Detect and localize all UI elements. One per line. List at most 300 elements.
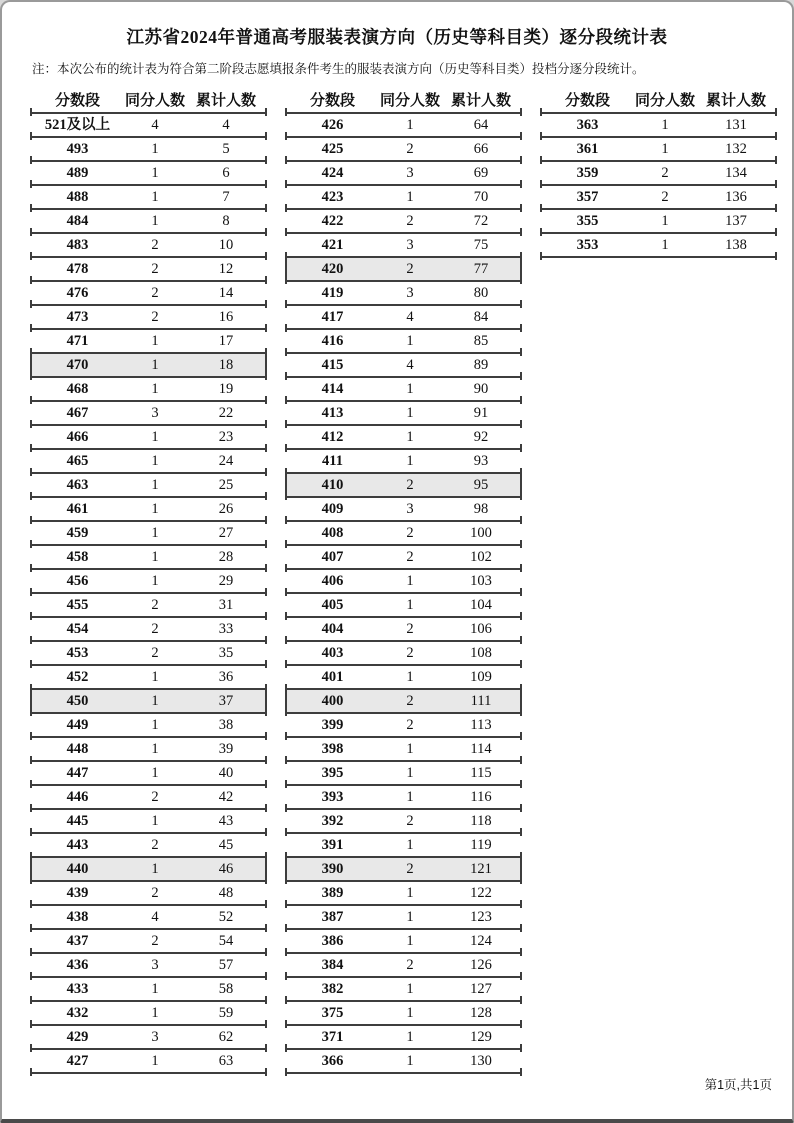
same-score-count-cell: 4 <box>151 909 159 925</box>
table-row <box>30 858 267 882</box>
cumulative-count-cell: 136 <box>725 189 747 205</box>
table-row <box>540 186 777 210</box>
score-cell: 387 <box>321 909 344 925</box>
table-row <box>285 330 522 354</box>
table-row <box>30 810 267 834</box>
score-cell: 359 <box>576 165 599 181</box>
same-score-count-cell: 1 <box>151 981 159 997</box>
note-text: 注：本次公布的统计表为符合第二阶段志愿填报条件考生的服装表演方向（历史等科目类）投档分逐分段统计。 <box>32 62 645 76</box>
cumulative-count-cell: 124 <box>470 933 492 949</box>
cumulative-count-cell: 33 <box>218 621 234 637</box>
same-score-count-cell: 1 <box>151 1005 159 1021</box>
same-score-count-cell: 1 <box>406 453 414 469</box>
score-cell: 371 <box>321 1029 344 1045</box>
same-score-count-cell: 2 <box>151 789 159 805</box>
same-score-count-cell: 1 <box>151 141 159 157</box>
same-score-count-cell: 2 <box>406 645 414 661</box>
cumulative-count-cell: 130 <box>470 1053 492 1069</box>
table-row <box>30 954 267 978</box>
score-cell: 389 <box>321 885 344 901</box>
same-score-count-cell: 2 <box>151 837 159 853</box>
score-cell: 382 <box>321 981 344 997</box>
table-row <box>30 426 267 450</box>
same-score-count-cell: 1 <box>406 405 414 421</box>
table-row <box>30 1002 267 1026</box>
table-row <box>540 114 777 138</box>
score-table-column-3 <box>540 90 777 258</box>
same-score-count-cell: 1 <box>151 669 159 685</box>
score-cell: 440 <box>66 861 89 877</box>
score-cell: 488 <box>66 189 89 205</box>
score-cell: 366 <box>321 1053 344 1069</box>
cumulative-count-cell: 104 <box>470 597 492 613</box>
cumulative-count-cell: 4 <box>222 117 230 133</box>
same-score-count-cell: 1 <box>151 765 159 781</box>
same-score-count-cell: 2 <box>151 933 159 949</box>
table-row <box>30 834 267 858</box>
cumulative-count-cell: 14 <box>218 285 234 301</box>
same-score-count-cell: 2 <box>406 525 414 541</box>
cumulative-count-cell: 66 <box>473 141 489 157</box>
table-row <box>30 594 267 618</box>
same-score-count-cell: 1 <box>406 933 414 949</box>
score-cell: 392 <box>321 813 344 829</box>
header-score-band: 分数段 <box>564 93 610 109</box>
same-score-count-cell: 1 <box>406 1029 414 1045</box>
same-score-count-cell: 3 <box>406 285 414 301</box>
table-row <box>285 738 522 762</box>
table-header-row <box>30 90 267 114</box>
same-score-count-cell: 1 <box>406 981 414 997</box>
header-same-score-count: 同分人数 <box>125 93 186 109</box>
score-cell: 355 <box>576 213 599 229</box>
score-cell: 393 <box>321 789 344 805</box>
table-row <box>285 402 522 426</box>
cumulative-count-cell: 25 <box>218 477 234 493</box>
table-row <box>285 642 522 666</box>
cumulative-count-cell: 138 <box>725 237 747 253</box>
cumulative-count-cell: 48 <box>218 885 234 901</box>
score-cell: 424 <box>321 165 344 181</box>
table-row <box>30 138 267 162</box>
same-score-count-cell: 1 <box>151 213 159 229</box>
score-cell: 421 <box>321 237 344 253</box>
table-row <box>285 570 522 594</box>
cumulative-count-cell: 129 <box>470 1029 492 1045</box>
score-cell: 412 <box>321 429 344 445</box>
cumulative-count-cell: 12 <box>218 261 234 277</box>
table-row <box>30 786 267 810</box>
score-cell: 425 <box>321 141 344 157</box>
table-row <box>285 690 522 714</box>
same-score-count-cell: 2 <box>151 285 159 301</box>
table-row <box>30 642 267 666</box>
cumulative-count-cell: 111 <box>470 693 492 709</box>
same-score-count-cell: 2 <box>661 165 669 181</box>
cumulative-count-cell: 22 <box>218 405 234 421</box>
same-score-count-cell: 2 <box>151 885 159 901</box>
same-score-count-cell: 1 <box>151 573 159 589</box>
same-score-count-cell: 1 <box>661 213 669 229</box>
cumulative-count-cell: 137 <box>725 213 747 229</box>
same-score-count-cell: 1 <box>406 669 414 685</box>
same-score-count-cell: 4 <box>406 357 414 373</box>
table-row <box>540 210 777 234</box>
same-score-count-cell: 1 <box>151 813 159 829</box>
score-cell: 463 <box>66 477 89 493</box>
table-row <box>285 450 522 474</box>
score-cell: 405 <box>321 597 344 613</box>
table-row <box>285 834 522 858</box>
same-score-count-cell: 1 <box>406 189 414 205</box>
cumulative-count-cell: 27 <box>218 525 234 541</box>
score-cell: 493 <box>66 141 89 157</box>
same-score-count-cell: 1 <box>406 837 414 853</box>
table-row <box>285 306 522 330</box>
cumulative-count-cell: 119 <box>470 837 492 853</box>
table-row <box>30 690 267 714</box>
score-cell: 446 <box>66 789 89 805</box>
table-row <box>285 1050 522 1074</box>
same-score-count-cell: 1 <box>406 789 414 805</box>
score-cell: 417 <box>321 309 344 325</box>
cumulative-count-cell: 58 <box>218 981 234 997</box>
score-cell: 448 <box>66 741 89 757</box>
table-row <box>30 978 267 1002</box>
table-row <box>285 666 522 690</box>
table-row <box>30 330 267 354</box>
table-row <box>30 234 267 258</box>
cumulative-count-cell: 40 <box>218 765 234 781</box>
score-cell: 419 <box>321 285 344 301</box>
score-cell: 357 <box>576 189 599 205</box>
score-cell: 443 <box>66 837 89 853</box>
header-same-score-count: 同分人数 <box>635 93 696 109</box>
cumulative-count-cell: 102 <box>470 549 492 565</box>
same-score-count-cell: 4 <box>151 117 159 133</box>
cumulative-count-cell: 116 <box>470 789 492 805</box>
same-score-count-cell: 1 <box>406 885 414 901</box>
same-score-count-cell: 1 <box>406 333 414 349</box>
score-cell: 521及以上 <box>44 117 111 133</box>
cumulative-count-cell: 122 <box>470 885 492 901</box>
table-row <box>30 738 267 762</box>
same-score-count-cell: 2 <box>406 861 414 877</box>
cumulative-count-cell: 134 <box>725 165 747 181</box>
cumulative-count-cell: 23 <box>218 429 234 445</box>
same-score-count-cell: 1 <box>151 693 159 709</box>
cumulative-count-cell: 59 <box>218 1005 234 1021</box>
cumulative-count-cell: 80 <box>473 285 489 301</box>
table-row <box>30 618 267 642</box>
same-score-count-cell: 1 <box>406 765 414 781</box>
same-score-count-cell: 2 <box>406 477 414 493</box>
cumulative-count-cell: 132 <box>725 141 747 157</box>
same-score-count-cell: 1 <box>151 189 159 205</box>
same-score-count-cell: 2 <box>151 621 159 637</box>
same-score-count-cell: 1 <box>151 861 159 877</box>
cumulative-count-cell: 57 <box>218 957 234 973</box>
score-cell: 471 <box>66 333 89 349</box>
same-score-count-cell: 2 <box>406 621 414 637</box>
table-row <box>540 234 777 258</box>
score-cell: 470 <box>66 357 89 373</box>
same-score-count-cell: 1 <box>151 717 159 733</box>
score-cell: 401 <box>321 669 344 685</box>
cumulative-count-cell: 16 <box>218 309 234 325</box>
table-row <box>30 570 267 594</box>
score-cell: 437 <box>66 933 89 949</box>
table-row <box>285 474 522 498</box>
cumulative-count-cell: 118 <box>470 813 492 829</box>
score-cell: 452 <box>66 669 89 685</box>
same-score-count-cell: 2 <box>406 693 414 709</box>
same-score-count-cell: 1 <box>151 333 159 349</box>
score-cell: 361 <box>576 141 599 157</box>
table-row <box>285 930 522 954</box>
cumulative-count-cell: 109 <box>470 669 492 685</box>
score-cell: 420 <box>321 261 344 277</box>
same-score-count-cell: 1 <box>406 573 414 589</box>
table-row <box>285 546 522 570</box>
table-row <box>30 354 267 378</box>
table-row <box>285 786 522 810</box>
cumulative-count-cell: 70 <box>473 189 489 205</box>
table-row <box>30 930 267 954</box>
same-score-count-cell: 1 <box>406 909 414 925</box>
score-cell: 476 <box>66 285 89 301</box>
cumulative-count-cell: 5 <box>222 141 230 157</box>
same-score-count-cell: 1 <box>661 141 669 157</box>
cumulative-count-cell: 103 <box>470 573 492 589</box>
table-row <box>30 282 267 306</box>
cumulative-count-cell: 108 <box>470 645 492 661</box>
same-score-count-cell: 1 <box>661 117 669 133</box>
cumulative-count-cell: 54 <box>218 933 234 949</box>
table-row <box>285 858 522 882</box>
table-row <box>30 1050 267 1074</box>
score-cell: 455 <box>66 597 89 613</box>
table-row <box>285 810 522 834</box>
score-cell: 426 <box>321 117 344 133</box>
score-cell: 410 <box>321 477 344 493</box>
same-score-count-cell: 1 <box>406 1053 414 1069</box>
same-score-count-cell: 3 <box>406 237 414 253</box>
same-score-count-cell: 1 <box>406 381 414 397</box>
score-cell: 478 <box>66 261 89 277</box>
table-row <box>285 1002 522 1026</box>
score-cell: 454 <box>66 621 89 637</box>
cumulative-count-cell: 39 <box>218 741 234 757</box>
same-score-count-cell: 2 <box>151 309 159 325</box>
table-header-row <box>285 90 522 114</box>
score-cell: 447 <box>66 765 89 781</box>
score-cell: 461 <box>66 501 89 517</box>
header-cumulative-count: 累计人数 <box>195 93 256 109</box>
cumulative-count-cell: 69 <box>473 165 489 181</box>
table-row <box>285 282 522 306</box>
table-row <box>285 162 522 186</box>
score-cell: 450 <box>66 693 89 709</box>
cumulative-count-cell: 31 <box>218 597 234 613</box>
table-row <box>285 426 522 450</box>
cumulative-count-cell: 36 <box>218 669 234 685</box>
cumulative-count-cell: 100 <box>470 525 492 541</box>
same-score-count-cell: 3 <box>151 1029 159 1045</box>
table-row <box>285 138 522 162</box>
same-score-count-cell: 2 <box>406 261 414 277</box>
cumulative-count-cell: 24 <box>218 453 234 469</box>
score-cell: 384 <box>321 957 344 973</box>
same-score-count-cell: 1 <box>406 741 414 757</box>
cumulative-count-cell: 62 <box>218 1029 234 1045</box>
same-score-count-cell: 2 <box>151 237 159 253</box>
table-row <box>285 234 522 258</box>
score-cell: 353 <box>576 237 599 253</box>
header-score-band: 分数段 <box>54 93 100 109</box>
score-cell: 465 <box>66 453 89 469</box>
cumulative-count-cell: 85 <box>473 333 489 349</box>
score-cell: 404 <box>321 621 344 637</box>
table-row <box>30 522 267 546</box>
cumulative-count-cell: 29 <box>218 573 234 589</box>
table-row <box>30 258 267 282</box>
cumulative-count-cell: 106 <box>470 621 492 637</box>
score-cell: 489 <box>66 165 89 181</box>
score-cell: 438 <box>66 909 89 925</box>
table-row <box>285 378 522 402</box>
table-row <box>30 882 267 906</box>
same-score-count-cell: 1 <box>151 501 159 517</box>
score-cell: 407 <box>321 549 344 565</box>
same-score-count-cell: 3 <box>151 405 159 421</box>
table-row <box>30 306 267 330</box>
cumulative-count-cell: 121 <box>470 861 492 877</box>
cumulative-count-cell: 6 <box>222 165 230 181</box>
header-cumulative-count: 累计人数 <box>705 93 766 109</box>
table-row <box>285 210 522 234</box>
score-cell: 391 <box>321 837 344 853</box>
cumulative-count-cell: 42 <box>218 789 234 805</box>
score-cell: 390 <box>321 861 344 877</box>
cumulative-count-cell: 8 <box>222 213 230 229</box>
same-score-count-cell: 1 <box>151 453 159 469</box>
table-row <box>30 666 267 690</box>
cumulative-count-cell: 17 <box>218 333 234 349</box>
table-row <box>285 522 522 546</box>
same-score-count-cell: 1 <box>151 429 159 445</box>
score-cell: 403 <box>321 645 344 661</box>
cumulative-count-cell: 131 <box>725 117 747 133</box>
score-cell: 406 <box>321 573 344 589</box>
table-row <box>30 450 267 474</box>
score-cell: 483 <box>66 237 89 253</box>
table-row <box>285 258 522 282</box>
score-cell: 423 <box>321 189 344 205</box>
cumulative-count-cell: 98 <box>473 501 489 517</box>
score-cell: 445 <box>66 813 89 829</box>
same-score-count-cell: 1 <box>151 549 159 565</box>
header-same-score-count: 同分人数 <box>380 93 441 109</box>
score-cell: 398 <box>321 741 344 757</box>
score-cell: 422 <box>321 213 344 229</box>
table-row <box>285 594 522 618</box>
cumulative-count-cell: 18 <box>218 357 234 373</box>
same-score-count-cell: 1 <box>406 1005 414 1021</box>
score-cell: 484 <box>66 213 89 229</box>
cumulative-count-cell: 35 <box>218 645 234 661</box>
cumulative-count-cell: 92 <box>473 429 489 445</box>
page-title: 江苏省2024年普通高考服装表演方向（历史等科目类）逐分段统计表 <box>126 27 668 47</box>
score-cell: 414 <box>321 381 344 397</box>
table-row <box>30 474 267 498</box>
table-row <box>30 210 267 234</box>
score-cell: 415 <box>321 357 344 373</box>
score-cell: 409 <box>321 501 344 517</box>
same-score-count-cell: 1 <box>151 381 159 397</box>
table-row <box>285 186 522 210</box>
same-score-count-cell: 2 <box>406 717 414 733</box>
cumulative-count-cell: 52 <box>218 909 234 925</box>
score-cell: 466 <box>66 429 89 445</box>
same-score-count-cell: 1 <box>406 597 414 613</box>
same-score-count-cell: 2 <box>406 141 414 157</box>
same-score-count-cell: 1 <box>406 429 414 445</box>
cumulative-count-cell: 89 <box>473 357 489 373</box>
same-score-count-cell: 1 <box>151 1053 159 1069</box>
table-row <box>285 618 522 642</box>
score-cell: 439 <box>66 885 89 901</box>
score-cell: 453 <box>66 645 89 661</box>
cumulative-count-cell: 126 <box>470 957 492 973</box>
same-score-count-cell: 1 <box>151 741 159 757</box>
cumulative-count-cell: 43 <box>218 813 234 829</box>
header-cumulative-count: 累计人数 <box>450 93 511 109</box>
same-score-count-cell: 1 <box>151 165 159 181</box>
same-score-count-cell: 2 <box>406 813 414 829</box>
cumulative-count-cell: 46 <box>218 861 234 877</box>
header-score-band: 分数段 <box>309 93 355 109</box>
table-row <box>30 114 267 138</box>
score-cell: 467 <box>66 405 89 421</box>
score-cell: 468 <box>66 381 89 397</box>
score-cell: 427 <box>66 1053 89 1069</box>
cumulative-count-cell: 28 <box>218 549 234 565</box>
score-table-column-1 <box>30 90 267 1074</box>
table-row <box>30 186 267 210</box>
cumulative-count-cell: 123 <box>470 909 492 925</box>
cumulative-count-cell: 63 <box>218 1053 234 1069</box>
cumulative-count-cell: 114 <box>470 741 492 757</box>
score-cell: 400 <box>321 693 344 709</box>
cumulative-count-cell: 10 <box>218 237 234 253</box>
same-score-count-cell: 3 <box>406 165 414 181</box>
cumulative-count-cell: 64 <box>473 117 489 133</box>
cumulative-count-cell: 72 <box>473 213 489 229</box>
cumulative-count-cell: 77 <box>473 261 489 277</box>
score-cell: 436 <box>66 957 89 973</box>
table-row <box>285 714 522 738</box>
score-cell: 433 <box>66 981 89 997</box>
table-row <box>285 498 522 522</box>
same-score-count-cell: 2 <box>151 645 159 661</box>
page-number: 第1页,共1页 <box>704 1078 772 1092</box>
same-score-count-cell: 2 <box>406 213 414 229</box>
table-row <box>540 138 777 162</box>
same-score-count-cell: 1 <box>406 117 414 133</box>
table-row <box>30 906 267 930</box>
table-row <box>285 978 522 1002</box>
